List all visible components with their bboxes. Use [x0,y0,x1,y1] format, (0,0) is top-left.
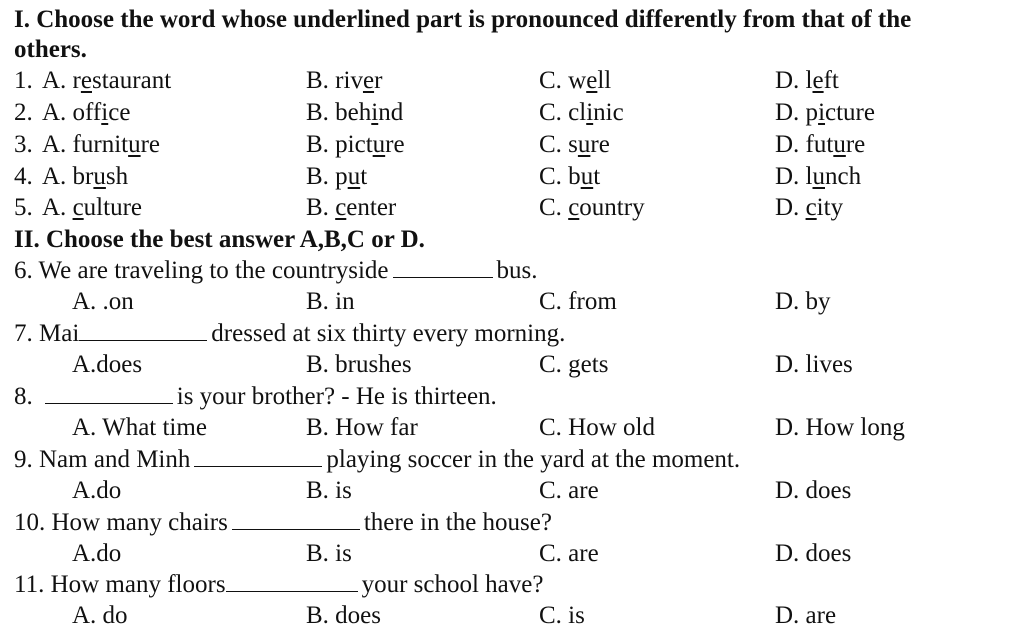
underlined-letter: e [362,67,375,94]
underlined-letter: u [347,163,361,190]
option-text: r [374,67,383,94]
underlined-letter: u [577,131,591,158]
underlined-letter: e [812,67,824,94]
option-text: nd [378,99,404,126]
option-text: A. [42,194,73,221]
underlined-letter: e [80,67,92,94]
underlined-letter: i [101,99,109,126]
option-text: D. l [775,67,813,94]
question-8-stem [14,381,497,412]
option-text: D. [775,194,806,221]
question-10-option-d[interactable]: D. does [775,540,852,567]
section1-title-line2: others. [14,36,87,63]
stem-text: is your brother? - He is thirteen. [176,383,497,410]
option-text: B. p [306,163,348,190]
option-text: B. beh [306,99,372,126]
stem-text: dressed at six thirty every morning. [211,320,566,347]
answer-blank[interactable] [226,571,358,592]
option-text: A. off [42,99,102,126]
section1-title-line1: I. Choose the word whose underlined part is pronounced differently from that of the [14,6,912,33]
question-9-option-b[interactable]: B. is [306,477,352,504]
stem-text: there in the house? [363,509,552,536]
option-text: ulture [83,194,142,221]
option-text: C. cl [539,99,587,126]
question-2-option-c[interactable] [539,97,624,128]
option-text: re [845,131,866,158]
underlined-letter: i [818,99,826,126]
option-text: nch [825,163,862,190]
question-6-stem [14,255,537,286]
question-1-option-b[interactable] [306,65,382,96]
question-2-option-b[interactable] [306,97,403,128]
question-5-option-d[interactable] [775,192,843,223]
option-text: B. riv [306,67,363,94]
option-text: C. s [539,131,578,158]
option-text: C. [539,194,569,221]
question-8-option-b[interactable]: B. How far [306,414,418,441]
option-text: ll [597,67,612,94]
question-8-option-c[interactable]: C. How old [539,414,655,441]
option-text: D. p [775,99,819,126]
option-text: staurant [92,67,172,94]
stem-text: 8. [14,383,33,410]
stem-text: 6. We are traveling to the countryside [14,257,389,284]
question-1-option-a[interactable] [42,65,171,96]
question-7-option-b[interactable]: B. brushes [306,351,412,378]
question-11-option-b[interactable]: B. does [306,602,381,629]
option-text: D. l [775,163,813,190]
underlined-letter: u [372,131,386,158]
question-6-option-c[interactable]: C. from [539,288,617,315]
question-7-option-c[interactable]: C. gets [539,351,609,378]
question-7-stem [14,318,565,349]
stem-text: playing soccer in the yard at the moment. [326,446,741,473]
question-11-option-c[interactable]: C. is [539,602,585,629]
question-7-option-a[interactable]: A.does [72,351,143,378]
underlined-letter: i [371,99,379,126]
option-text: cture [825,99,875,126]
question-5-option-a[interactable] [42,192,142,223]
question-4-option-b[interactable] [306,161,367,192]
question-11-option-d[interactable]: D. are [775,602,837,629]
option-text: nic [593,99,624,126]
option-text: re [140,131,161,158]
stem-text: 9. Nam and Minh [14,446,191,473]
option-text: ce [108,99,131,126]
underlined-letter: c [72,194,84,221]
question-5-number: 5. [14,194,33,221]
underlined-letter: c [805,194,817,221]
option-text: A. br [42,163,94,190]
stem-text: 7. Mai [14,320,80,347]
answer-blank[interactable] [232,509,360,530]
answer-blank[interactable] [194,446,322,467]
underlined-letter: c [568,194,580,221]
underlined-letter: i [586,99,594,126]
option-text: B. [306,194,336,221]
question-2-option-d[interactable] [775,97,875,128]
option-text: re [590,131,610,158]
option-text: C. w [539,67,587,94]
underlined-letter: e [586,67,598,94]
answer-blank[interactable] [79,320,207,341]
question-3-option-d[interactable] [775,129,865,160]
question-10-option-b[interactable]: B. is [306,540,352,567]
question-3-option-c[interactable] [539,129,610,160]
underlined-letter: u [812,163,825,190]
question-9-stem [14,444,740,475]
question-2-option-a[interactable] [42,97,130,128]
underlined-letter: u [580,163,594,190]
underlined-letter: u [128,131,141,158]
question-4-option-d[interactable] [775,161,861,192]
underlined-letter: u [93,163,106,190]
question-8-option-a[interactable]: A. What time [72,414,207,441]
option-text: C. b [539,163,581,190]
question-4-number: 4. [14,163,33,190]
option-text: ity [816,194,844,221]
question-5-option-b[interactable] [306,192,396,223]
question-6-option-d[interactable]: D. by [775,288,831,315]
option-text: re [385,131,405,158]
question-9-option-d[interactable]: D. does [775,477,852,504]
question-4-option-a[interactable] [42,161,128,192]
question-2-number: 2. [14,99,33,126]
question-11-stem [14,569,543,600]
underlined-letter: c [335,194,347,221]
question-9-option-a[interactable]: A.do [72,477,122,504]
answer-blank[interactable] [393,257,493,278]
question-1-number: 1. [14,67,33,94]
question-5-option-c[interactable] [539,192,645,223]
option-text: sh [105,163,129,190]
option-text: t [593,163,601,190]
option-text: D. fut [775,131,834,158]
stem-text: bus. [496,257,538,284]
underlined-letter: u [833,131,846,158]
answer-blank[interactable] [45,383,173,404]
question-10-option-a[interactable]: A.do [72,540,122,567]
question-8-option-d[interactable]: D. How long [775,414,905,441]
question-9-option-c[interactable]: C. are [539,477,599,504]
option-text: t [360,163,368,190]
question-7-option-d[interactable]: D. lives [775,351,853,378]
option-text: ountry [579,194,645,221]
question-1-option-d[interactable] [775,65,839,96]
stem-text: your school have? [361,571,544,598]
question-11-option-a[interactable]: A. do [72,602,128,629]
stem-text: 10. How many chairs [14,509,228,536]
question-10-option-c[interactable]: C. are [539,540,599,567]
question-6-option-b[interactable]: B. in [306,288,355,315]
question-6-option-a[interactable]: A. .on [72,288,134,315]
section2-title: II. Choose the best answer A,B,C or D. [14,226,425,253]
question-4-option-c[interactable] [539,161,600,192]
question-10-stem [14,507,552,538]
question-3-option-b[interactable] [306,129,405,160]
question-3-number: 3. [14,131,33,158]
option-text: B. pict [306,131,373,158]
stem-text: 11. How many floors [14,571,226,598]
option-text: ft [823,67,839,94]
option-text: enter [346,194,397,221]
option-text: A. furnit [42,131,129,158]
option-text: A. r [42,67,81,94]
question-3-option-a[interactable] [42,129,160,160]
question-1-option-c[interactable] [539,65,611,96]
